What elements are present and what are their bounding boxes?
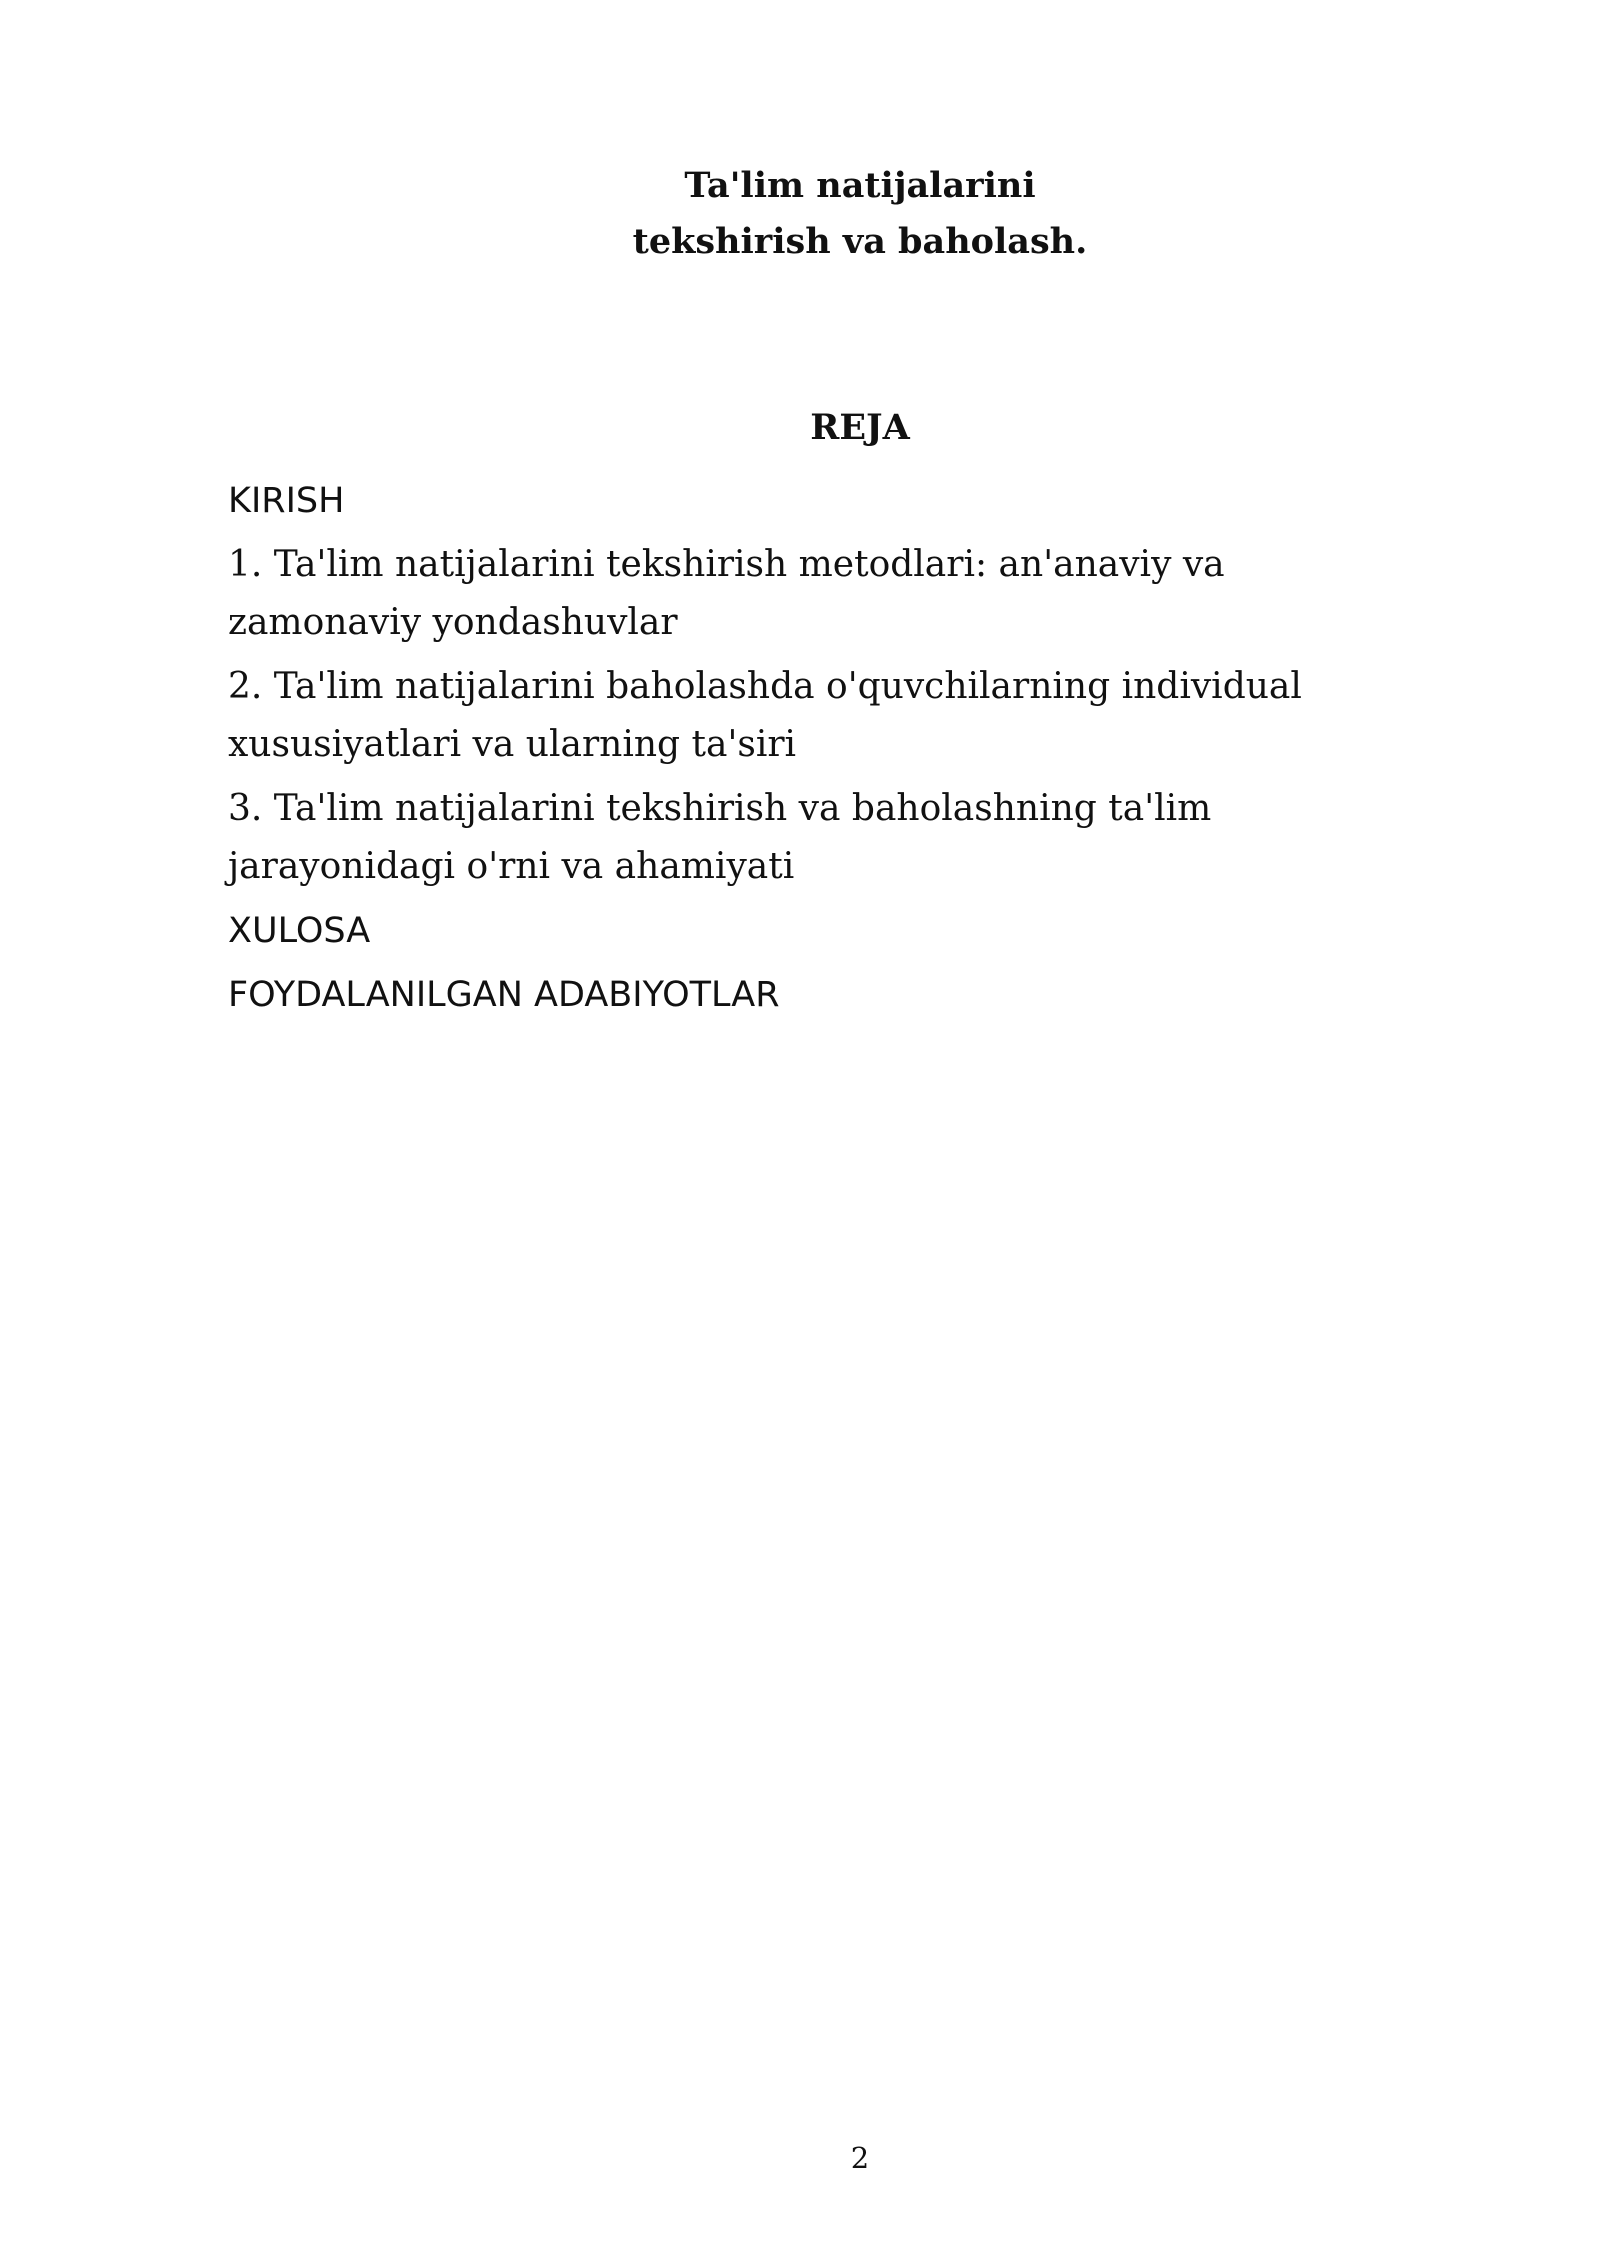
plan-item-xulosa: XULOSA [228,911,371,951]
plan-item-adabiyotlar: FOYDALANILGAN ADABIYOTLAR [228,975,780,1015]
plan-heading: REJA [810,407,910,448]
plan-list [228,472,1408,1030]
plan-item-kirish: KIRISH [228,481,345,521]
document-title [0,158,1600,270]
title-line-2: tekshirish va baholash. [632,221,1088,262]
page-number: 2 [850,2141,870,2175]
plan-item-3: 3. Ta'lim natijalarini tekshirish va baholashning ta'lim jarayonidagi o'rni va ahamiyati [228,788,1212,887]
title-line-1: Ta'lim natijalarini [684,165,1036,206]
plan-item-2: 2. Ta'lim natijalarini baholashda o'quvchilarning individual xususiyatlari va ularning ta'siri [228,666,1302,765]
plan-item-1: 1. Ta'lim natijalarini tekshirish metodlari: an'anaviy va zamonaviy yondashuvlar [228,544,1225,643]
